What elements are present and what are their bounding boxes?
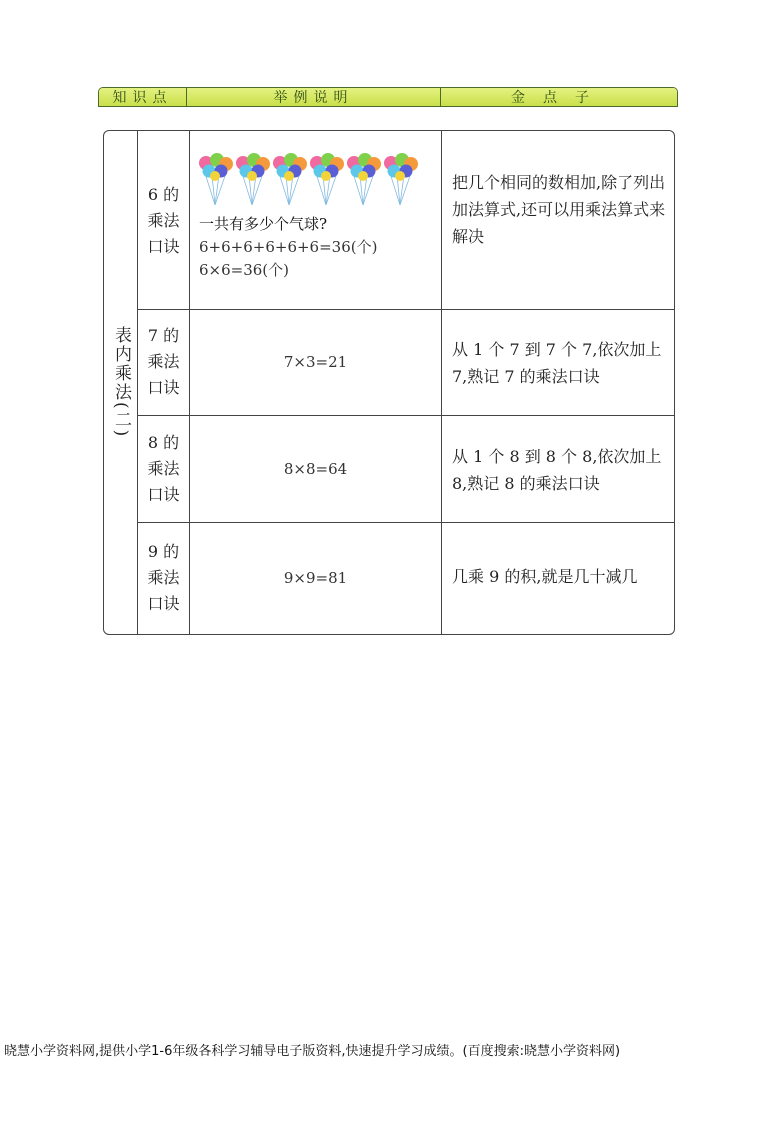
knowledge-table (103, 130, 675, 635)
topic-cell-9 (138, 522, 189, 634)
tip-cell-9: 几乘 9 的积,就是几十减几 (452, 567, 638, 586)
question-text: 一共有多少个气球? (199, 215, 328, 233)
topic-cell-8 (138, 415, 189, 522)
header-knowledge-point: 知识点 (99, 88, 187, 106)
topic-line: 口诀 (147, 378, 180, 397)
balloon-bunch-icon (346, 153, 381, 208)
footer-text: 晓慧小学资料网,提供小学1-6年级各科学习辅导电子版资料,快速提升学习成绩。(百度搜索:晓慧小学资料网) (4, 1044, 621, 1059)
example-cell-6 (190, 131, 441, 309)
topic-line: 9 的 (147, 542, 180, 561)
header-bar (98, 87, 678, 107)
topic-cell-6 (138, 161, 189, 281)
balloon-bunch-icon (383, 153, 418, 208)
example-addition: 6+6+6+6+6+6=36(个) (199, 238, 378, 256)
balloon-bunch-icon (309, 153, 344, 208)
topic-line: 乘法 (147, 352, 180, 371)
tip-cell-7: 从 1 个 7 到 7 个 7,依次加上 7,熟记 7 的乘法口诀 (452, 340, 662, 386)
example-cell-7: 7×3=21 (283, 353, 348, 371)
tip-cell-8: 从 1 个 8 到 8 个 8,依次加上 8,熟记 8 的乘法口诀 (452, 447, 662, 493)
tip-cell-6: 把几个相同的数相加,除了列出加法算式,还可以用乘法算式来解决 (452, 173, 666, 246)
topic-line: 口诀 (147, 484, 180, 504)
topic-line: 乘法 (147, 458, 180, 478)
category-label: 表内乘法(二) (111, 326, 131, 439)
example-text-6 (199, 213, 377, 282)
topic-line: 8 的 (147, 432, 180, 452)
topic-line: 7 的 (147, 326, 180, 345)
topic-line: 6 的 (147, 185, 180, 204)
topic-line: 口诀 (147, 594, 180, 613)
topic-line: 乘法 (147, 568, 180, 587)
example-cell-9: 9×9=81 (283, 569, 348, 587)
topic-line: 乘法 (147, 211, 180, 230)
balloon-illustration (198, 153, 418, 208)
example-multiplication: 6×6=36(个) (199, 261, 290, 279)
example-cell-8: 8×8=64 (283, 459, 348, 478)
topic-line: 口诀 (147, 237, 180, 256)
balloon-bunch-icon (198, 153, 233, 208)
category-cell (104, 131, 137, 634)
balloon-bunch-icon (272, 153, 307, 208)
balloon-bunch-icon (235, 153, 270, 208)
header-examples: 举例说明 (187, 88, 441, 106)
header-tips: 金点子 (441, 88, 677, 106)
topic-cell-7 (138, 309, 189, 415)
